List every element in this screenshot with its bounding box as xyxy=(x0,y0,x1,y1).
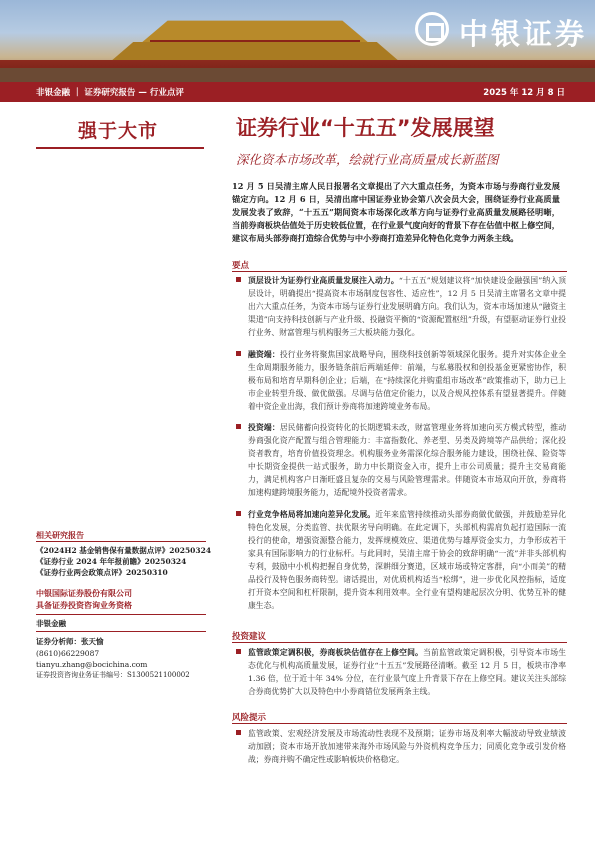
list-item xyxy=(236,274,566,339)
analyst-phone: (8610)66229087 xyxy=(36,649,100,658)
hero-banner-image xyxy=(0,0,595,82)
related-reports-title: 相关研究报告 xyxy=(36,531,84,540)
bullet-body: 监管政策、宏观经济发展及市场流动性表现不及预期；证券市场及利率大幅波动导致业绩波动加剧；资本市场开放加速带来海外市场风险与外资机构竞争压力；同质化竞争或引发价格战；券商并购不确定性或影响板块价格稳定。 xyxy=(248,729,566,764)
bullet-square-icon xyxy=(236,424,241,429)
section-rule-investment xyxy=(232,642,567,643)
bullet-body: 近年来监管持续推动头部券商做优做强，并鼓励差异化特色化发展，分类监管、扶优限劣导向明确。在此定调下，头部机构需肩负起打造国际一流投行的使命，增强资源整合能力，发挥规模效应、渠道优势与雄厚资金实力，力争形成若干家具有国际影响力的行业标杆。与此同时，吴清主席于协会的致辞明确“一流”并非头部机构专利，鼓励中小机构把握自身优势，深耕细分赛道，区域市场或特定客群，向“小而美”的精品投行及特色服务商转型。诸话提出，对优质机构适当“松绑”，进一步优化风控指标，适度打开资本空间和杠杆限制，提升资本利用效率。全行业有望构建起层次分明、优势互补的健康生态。 xyxy=(248,510,567,610)
bullet-square-icon xyxy=(236,351,241,356)
bullet-body: “十五五”规划建议将“加快建设金融强国”纳入顶层设计，明确提出“提高资本市场制度包容性、适应性”，12 月 5 日吴清主席署名文章中提出六大重点任务，为资本市场与证券行业发展明确方向。我们认为，资本市场加速从“融资主渠道”向支持科技创新与产业升级、投融资平衡的“资源配置枢纽”升级，有望驱动证券行业投行业务、财富管理与机构服务三大板块能力强化。 xyxy=(248,276,566,337)
org-rule xyxy=(36,614,206,615)
bullet-lead: 监管政策定调积极，券商板块估值存在上修空间。 xyxy=(248,648,423,657)
related-report-item: 《证券行业两会政策点评》20250310 xyxy=(36,568,168,577)
report-date: 2025 年 12 月 8 日 xyxy=(483,88,565,98)
sector-label: 非银金融 xyxy=(36,619,66,628)
list-item xyxy=(236,421,566,499)
section-key-points: 要点 xyxy=(232,261,250,271)
org-name: 中银国际证券股份有限公司 xyxy=(36,589,132,598)
section-investment: 投资建议 xyxy=(232,632,267,642)
rating-divider xyxy=(36,147,204,149)
bullet-lead: 融资端： xyxy=(248,350,280,359)
bullet-lead: 投资端： xyxy=(248,423,280,432)
list-item xyxy=(236,646,566,698)
related-report-item: 《证券行业 2024 年年报前瞻》20250324 xyxy=(36,557,187,566)
list-item xyxy=(236,348,566,413)
section-rule-risk xyxy=(232,723,567,724)
sector-rule xyxy=(36,631,206,632)
list-item xyxy=(236,508,566,612)
analyst-name: 证券分析师：张天愉 xyxy=(36,637,104,646)
brand-logo-text: 中银证券 xyxy=(459,17,588,51)
org-qualification: 具备证券投资咨询业务资格 xyxy=(36,601,132,610)
report-title: 证券行业“十五五”发展展望 xyxy=(236,116,495,140)
bullet-square-icon xyxy=(236,277,241,282)
palace-ground xyxy=(0,68,595,82)
report-info-bar xyxy=(0,82,595,102)
list-item xyxy=(236,727,566,766)
section-risk: 风险提示 xyxy=(232,713,267,723)
bullet-body: 投行业务将聚焦国家战略导向，围绕科技创新等领域深化服务。提升对实体企业全生命周期服务能力，服务链条前后两端延伸：前端，与私募股权和创投基金更紧密协作，积极布局和培育早期科创企业；后端，在“持续深化并购重组市场改革”政策推动下，助力已上市企业转型升级、做优做强。尽调与估值定价能力，以及合规风控体系有望显著提升。伴随着中资企业出海，我们预计券商将加速跨境业务布局。 xyxy=(248,350,567,411)
report-summary: 12 月 5 日吴清主席人民日报署名文章提出了六大重点任务，为资本市场与券商行业发展锚定方向。12 月 6 日，吴清出席中国证券业协会第八次会员大会，围绕证券行业高质量发展发表了致辞，“十五五”期间资本市场深化改革方向与证券行业高质量发展路径明晰，当前券商板块估值处于历史较低位置，在行业景气度向好的背景下存在估值中枢上修空间，建议布局头部券商打造综合优势与中小券商打造差异化特色化竞争力两条主线。 xyxy=(232,181,560,243)
bullet-square-icon xyxy=(236,511,241,516)
report-tags: 非银金融 ｜ 证券研究报告 — 行业点评 xyxy=(36,88,184,98)
palace-roof-lower xyxy=(110,42,400,62)
bullet-body: 当前监管政策定调积极，引导资本市场生态优化与机构高质量发展，证券行业“十五五”发展路径清晰。截至 12 月 5 日，板块市净率 1.36 倍，位于近十年 34% 分位，在行业景气度上升背景下存在上修空间。建议关注头部综合券商优势扩大以及特色中小券商错位发展两条主线。 xyxy=(248,648,566,696)
bullet-square-icon xyxy=(236,730,241,735)
brand-logo xyxy=(415,8,587,54)
section-rule-key-points xyxy=(232,271,567,272)
bank-logo-icon xyxy=(415,12,449,46)
bullet-lead: 顶层设计为证券行业高质量发展注入动力。 xyxy=(248,276,399,285)
industry-rating: 强于大市 xyxy=(78,120,159,142)
bullet-lead: 行业竞争格局将加速向差异化发展。 xyxy=(248,510,376,519)
related-report-item: 《2024H2 基金销售保有量数据点评》20250324 xyxy=(36,546,212,555)
bullet-body: 居民储蓄向投资转化的长期逻辑未改，财富管理业务将加速向买方模式转型，推动券商强化资产配置与组合管理能力：丰富指数化、养老型、另类及跨境等产品供给；深化投资者教育，培育价值投资理念。机构服务业务需深化综合服务能力建设，围绕社保、险资等中长期资金提供一站式服务，助力中长期资金入市，提升上市公司质量；提升主交易商能力，满足机构客户日渐旺盛且复杂的交易与风险管理需求。伴随资本市场双向开放，券商将加速构建跨境服务能力，适配境外投资者需求。 xyxy=(248,423,567,497)
related-reports-rule xyxy=(36,541,206,542)
analyst-email[interactable]: tianyu.zhang@bocichina.com xyxy=(36,660,148,669)
bullet-square-icon xyxy=(236,649,241,654)
report-subtitle: 深化资本市场改革，绘就行业高质量成长新蓝图 xyxy=(236,152,499,167)
analyst-cert: 证券投资咨询业务证书编号：S1300521100002 xyxy=(36,671,190,679)
